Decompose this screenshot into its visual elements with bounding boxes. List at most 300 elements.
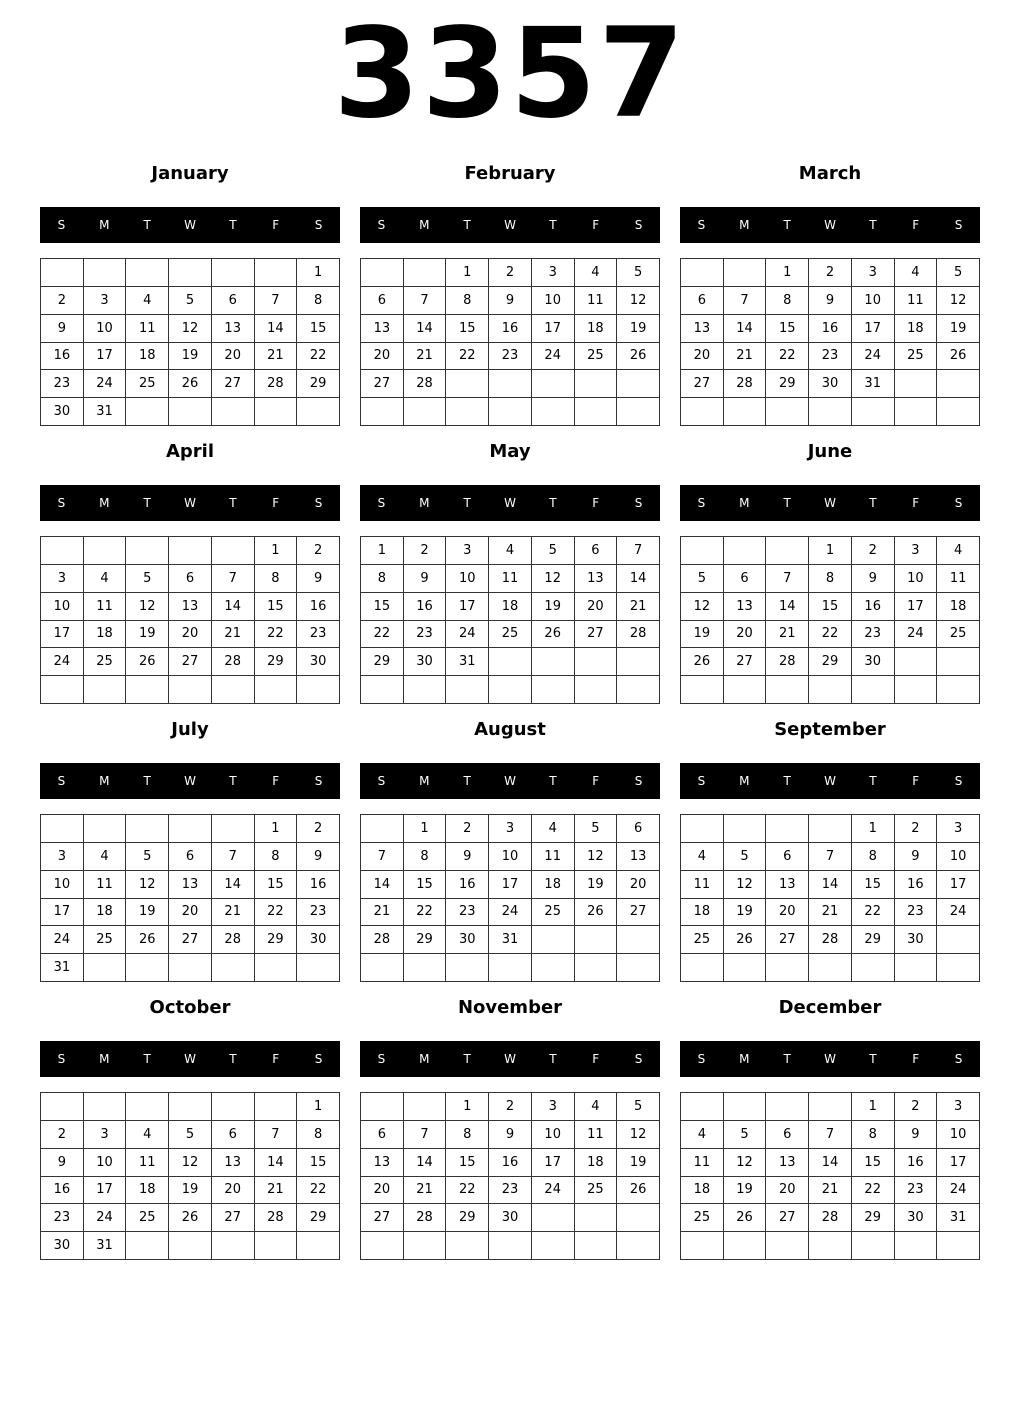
day-cell: 9 bbox=[489, 287, 532, 315]
day-cell: 30 bbox=[489, 1204, 532, 1232]
month-name: August bbox=[474, 719, 546, 740]
day-cell: 29 bbox=[404, 926, 447, 954]
empty-day-cell bbox=[575, 648, 618, 676]
day-cell: 10 bbox=[489, 843, 532, 871]
empty-day-cell bbox=[895, 648, 938, 676]
empty-day-cell bbox=[617, 954, 660, 982]
empty-day-cell bbox=[617, 1232, 660, 1260]
day-cell: 28 bbox=[212, 926, 255, 954]
day-cell: 12 bbox=[937, 287, 980, 315]
day-cell: 14 bbox=[766, 593, 809, 621]
empty-day-cell bbox=[766, 537, 809, 565]
empty-day-cell bbox=[169, 815, 212, 843]
day-cell: 25 bbox=[126, 370, 169, 398]
day-cell: 29 bbox=[852, 926, 895, 954]
day-cell: 28 bbox=[404, 370, 447, 398]
day-cell: 2 bbox=[446, 815, 489, 843]
empty-day-cell bbox=[809, 398, 852, 426]
month-march bbox=[680, 158, 980, 436]
day-cell: 21 bbox=[724, 343, 767, 371]
empty-day-cell bbox=[84, 259, 127, 287]
day-cell: 19 bbox=[126, 621, 169, 649]
day-grid bbox=[680, 258, 980, 426]
weekday-label: M bbox=[739, 1052, 750, 1066]
empty-day-cell bbox=[212, 398, 255, 426]
empty-day-cell bbox=[937, 926, 980, 954]
day-cell: 6 bbox=[766, 843, 809, 871]
day-cell: 20 bbox=[169, 899, 212, 927]
day-cell: 10 bbox=[84, 315, 127, 343]
day-cell: 18 bbox=[681, 1177, 724, 1205]
day-cell: 21 bbox=[212, 621, 255, 649]
month-name: July bbox=[171, 719, 209, 740]
day-cell: 7 bbox=[766, 565, 809, 593]
weekday-label: F bbox=[272, 1052, 280, 1066]
day-cell: 8 bbox=[446, 1121, 489, 1149]
day-cell: 25 bbox=[681, 1204, 724, 1232]
day-cell: 4 bbox=[532, 815, 575, 843]
day-cell: 25 bbox=[575, 1177, 618, 1205]
day-cell: 2 bbox=[489, 1093, 532, 1121]
day-cell: 9 bbox=[41, 315, 84, 343]
day-cell: 26 bbox=[126, 926, 169, 954]
day-cell: 20 bbox=[361, 1177, 404, 1205]
empty-day-cell bbox=[724, 1093, 767, 1121]
day-cell: 28 bbox=[617, 621, 660, 649]
weekday-label: F bbox=[592, 1052, 600, 1066]
day-cell: 3 bbox=[41, 565, 84, 593]
day-cell: 15 bbox=[809, 593, 852, 621]
day-cell: 16 bbox=[489, 1149, 532, 1177]
empty-day-cell bbox=[937, 954, 980, 982]
weekday-label: S bbox=[954, 1052, 963, 1066]
day-cell: 27 bbox=[361, 1204, 404, 1232]
day-cell: 24 bbox=[895, 621, 938, 649]
empty-day-cell bbox=[575, 1204, 618, 1232]
day-cell: 9 bbox=[446, 843, 489, 871]
day-grid bbox=[40, 1092, 340, 1260]
day-cell: 12 bbox=[724, 871, 767, 899]
empty-day-cell bbox=[361, 676, 404, 704]
day-cell: 26 bbox=[681, 648, 724, 676]
day-cell: 26 bbox=[169, 370, 212, 398]
day-cell: 14 bbox=[212, 593, 255, 621]
day-cell: 3 bbox=[937, 1093, 980, 1121]
day-cell: 5 bbox=[126, 565, 169, 593]
weekday-label: T bbox=[229, 496, 237, 510]
day-cell: 19 bbox=[617, 1149, 660, 1177]
day-cell: 10 bbox=[852, 287, 895, 315]
weekday-label: T bbox=[463, 1052, 471, 1066]
day-cell: 14 bbox=[361, 871, 404, 899]
empty-day-cell bbox=[937, 676, 980, 704]
empty-day-cell bbox=[446, 954, 489, 982]
empty-day-cell bbox=[404, 259, 447, 287]
weekday-label: M bbox=[99, 774, 110, 788]
month-name: April bbox=[165, 441, 215, 462]
empty-day-cell bbox=[895, 370, 938, 398]
day-cell: 15 bbox=[255, 593, 298, 621]
empty-day-cell bbox=[724, 676, 767, 704]
empty-day-cell bbox=[617, 370, 660, 398]
day-cell: 16 bbox=[895, 871, 938, 899]
day-cell: 16 bbox=[809, 315, 852, 343]
day-cell: 5 bbox=[169, 287, 212, 315]
weekday-header bbox=[40, 1041, 340, 1077]
weekday-header bbox=[680, 763, 980, 799]
day-cell: 30 bbox=[297, 648, 340, 676]
day-cell: 2 bbox=[404, 537, 447, 565]
day-cell: 24 bbox=[937, 1177, 980, 1205]
empty-day-cell bbox=[126, 398, 169, 426]
weekday-label: F bbox=[272, 774, 280, 788]
empty-day-cell bbox=[724, 954, 767, 982]
day-cell: 27 bbox=[212, 370, 255, 398]
day-cell: 4 bbox=[937, 537, 980, 565]
day-cell: 20 bbox=[681, 343, 724, 371]
empty-day-cell bbox=[489, 398, 532, 426]
day-cell: 29 bbox=[297, 370, 340, 398]
day-cell: 17 bbox=[852, 315, 895, 343]
weekday-header bbox=[40, 485, 340, 521]
day-cell: 11 bbox=[895, 287, 938, 315]
empty-day-cell bbox=[361, 259, 404, 287]
empty-day-cell bbox=[297, 676, 340, 704]
empty-day-cell bbox=[212, 537, 255, 565]
empty-day-cell bbox=[404, 676, 447, 704]
day-cell: 17 bbox=[41, 621, 84, 649]
day-cell: 18 bbox=[489, 593, 532, 621]
day-cell: 1 bbox=[446, 259, 489, 287]
day-cell: 22 bbox=[404, 899, 447, 927]
day-cell: 30 bbox=[895, 1204, 938, 1232]
day-cell: 8 bbox=[852, 1121, 895, 1149]
day-cell: 11 bbox=[575, 1121, 618, 1149]
empty-day-cell bbox=[809, 1093, 852, 1121]
day-cell: 17 bbox=[84, 1177, 127, 1205]
day-cell: 8 bbox=[852, 843, 895, 871]
day-cell: 22 bbox=[361, 621, 404, 649]
day-cell: 25 bbox=[895, 343, 938, 371]
day-cell: 23 bbox=[446, 899, 489, 927]
day-cell: 27 bbox=[724, 648, 767, 676]
weekday-label: S bbox=[314, 774, 323, 788]
day-cell: 29 bbox=[446, 1204, 489, 1232]
empty-day-cell bbox=[937, 398, 980, 426]
day-cell: 22 bbox=[297, 343, 340, 371]
day-cell: 31 bbox=[446, 648, 489, 676]
day-cell: 8 bbox=[297, 1121, 340, 1149]
weekday-label: S bbox=[57, 218, 66, 232]
empty-day-cell bbox=[169, 954, 212, 982]
day-cell: 7 bbox=[724, 287, 767, 315]
day-cell: 4 bbox=[84, 843, 127, 871]
day-cell: 26 bbox=[937, 343, 980, 371]
empty-day-cell bbox=[169, 676, 212, 704]
day-cell: 25 bbox=[126, 1204, 169, 1232]
weekday-label: W bbox=[184, 496, 196, 510]
day-grid bbox=[40, 258, 340, 426]
empty-day-cell bbox=[41, 676, 84, 704]
day-cell: 30 bbox=[297, 926, 340, 954]
weekday-label: T bbox=[229, 774, 237, 788]
day-cell: 30 bbox=[41, 398, 84, 426]
month-october bbox=[40, 992, 340, 1270]
day-cell: 1 bbox=[361, 537, 404, 565]
day-cell: 6 bbox=[169, 565, 212, 593]
day-cell: 27 bbox=[575, 621, 618, 649]
day-cell: 17 bbox=[84, 343, 127, 371]
day-cell: 19 bbox=[575, 871, 618, 899]
weekday-label: S bbox=[314, 1052, 323, 1066]
day-cell: 18 bbox=[126, 343, 169, 371]
weekday-label: F bbox=[912, 218, 920, 232]
day-cell: 24 bbox=[41, 648, 84, 676]
day-cell: 31 bbox=[84, 398, 127, 426]
day-cell: 19 bbox=[724, 1177, 767, 1205]
weekday-label: W bbox=[184, 218, 196, 232]
day-cell: 27 bbox=[169, 926, 212, 954]
month-august bbox=[360, 714, 660, 992]
day-cell: 13 bbox=[575, 565, 618, 593]
month-december bbox=[680, 992, 980, 1270]
day-cell: 28 bbox=[766, 648, 809, 676]
empty-day-cell bbox=[681, 259, 724, 287]
day-cell: 13 bbox=[361, 1149, 404, 1177]
weekday-label: W bbox=[824, 774, 836, 788]
day-cell: 21 bbox=[255, 1177, 298, 1205]
day-cell: 24 bbox=[937, 899, 980, 927]
day-cell: 18 bbox=[126, 1177, 169, 1205]
day-cell: 6 bbox=[724, 565, 767, 593]
weekday-label: T bbox=[143, 774, 151, 788]
day-cell: 7 bbox=[255, 1121, 298, 1149]
day-cell: 15 bbox=[255, 871, 298, 899]
empty-day-cell bbox=[681, 954, 724, 982]
day-cell: 17 bbox=[937, 871, 980, 899]
weekday-label: T bbox=[143, 496, 151, 510]
day-cell: 26 bbox=[617, 1177, 660, 1205]
day-cell: 14 bbox=[724, 315, 767, 343]
day-cell: 6 bbox=[361, 287, 404, 315]
day-cell: 22 bbox=[297, 1177, 340, 1205]
day-cell: 16 bbox=[41, 1177, 84, 1205]
day-cell: 26 bbox=[532, 621, 575, 649]
empty-day-cell bbox=[489, 648, 532, 676]
day-cell: 14 bbox=[255, 1149, 298, 1177]
empty-day-cell bbox=[169, 259, 212, 287]
day-grid bbox=[360, 814, 660, 982]
day-cell: 7 bbox=[404, 1121, 447, 1149]
day-cell: 24 bbox=[532, 343, 575, 371]
weekday-label: S bbox=[57, 774, 66, 788]
day-cell: 27 bbox=[169, 648, 212, 676]
day-cell: 7 bbox=[255, 287, 298, 315]
day-cell: 20 bbox=[617, 871, 660, 899]
empty-day-cell bbox=[617, 398, 660, 426]
empty-day-cell bbox=[617, 1204, 660, 1232]
weekday-label: T bbox=[549, 218, 557, 232]
day-cell: 15 bbox=[297, 1149, 340, 1177]
empty-day-cell bbox=[489, 954, 532, 982]
weekday-label: M bbox=[99, 496, 110, 510]
day-cell: 15 bbox=[404, 871, 447, 899]
day-cell: 21 bbox=[404, 343, 447, 371]
day-cell: 15 bbox=[361, 593, 404, 621]
empty-day-cell bbox=[681, 398, 724, 426]
weekday-label: M bbox=[419, 218, 430, 232]
empty-day-cell bbox=[169, 537, 212, 565]
empty-day-cell bbox=[575, 926, 618, 954]
month-july bbox=[40, 714, 340, 992]
empty-day-cell bbox=[724, 1232, 767, 1260]
empty-day-cell bbox=[361, 398, 404, 426]
empty-day-cell bbox=[895, 398, 938, 426]
day-cell: 23 bbox=[895, 1177, 938, 1205]
day-cell: 23 bbox=[489, 1177, 532, 1205]
weekday-label: T bbox=[463, 496, 471, 510]
day-cell: 8 bbox=[404, 843, 447, 871]
day-cell: 15 bbox=[297, 315, 340, 343]
month-name: September bbox=[774, 719, 886, 740]
day-cell: 8 bbox=[766, 287, 809, 315]
weekday-label: T bbox=[229, 1052, 237, 1066]
day-cell: 19 bbox=[532, 593, 575, 621]
empty-day-cell bbox=[212, 954, 255, 982]
day-cell: 5 bbox=[937, 259, 980, 287]
day-cell: 18 bbox=[937, 593, 980, 621]
day-cell: 9 bbox=[297, 565, 340, 593]
day-cell: 7 bbox=[404, 287, 447, 315]
empty-day-cell bbox=[532, 648, 575, 676]
day-cell: 27 bbox=[617, 899, 660, 927]
day-cell: 7 bbox=[617, 537, 660, 565]
empty-day-cell bbox=[681, 537, 724, 565]
empty-day-cell bbox=[126, 815, 169, 843]
day-cell: 30 bbox=[446, 926, 489, 954]
day-cell: 13 bbox=[681, 315, 724, 343]
day-cell: 11 bbox=[575, 287, 618, 315]
day-grid bbox=[680, 536, 980, 704]
empty-day-cell bbox=[575, 398, 618, 426]
day-cell: 16 bbox=[41, 343, 84, 371]
day-cell: 10 bbox=[84, 1149, 127, 1177]
day-cell: 24 bbox=[446, 621, 489, 649]
day-cell: 12 bbox=[126, 593, 169, 621]
day-cell: 12 bbox=[617, 287, 660, 315]
day-cell: 20 bbox=[724, 621, 767, 649]
day-cell: 29 bbox=[809, 648, 852, 676]
day-cell: 12 bbox=[724, 1149, 767, 1177]
empty-day-cell bbox=[489, 370, 532, 398]
day-cell: 11 bbox=[126, 315, 169, 343]
day-cell: 9 bbox=[852, 565, 895, 593]
day-cell: 14 bbox=[212, 871, 255, 899]
day-cell: 31 bbox=[852, 370, 895, 398]
day-cell: 17 bbox=[532, 1149, 575, 1177]
day-cell: 10 bbox=[532, 1121, 575, 1149]
day-cell: 31 bbox=[489, 926, 532, 954]
empty-day-cell bbox=[681, 1093, 724, 1121]
weekday-label: M bbox=[739, 218, 750, 232]
day-cell: 21 bbox=[361, 899, 404, 927]
weekday-header bbox=[360, 763, 660, 799]
day-cell: 4 bbox=[489, 537, 532, 565]
day-cell: 14 bbox=[404, 315, 447, 343]
day-cell: 12 bbox=[169, 315, 212, 343]
day-cell: 16 bbox=[895, 1149, 938, 1177]
day-cell: 13 bbox=[617, 843, 660, 871]
weekday-label: S bbox=[697, 218, 706, 232]
day-cell: 22 bbox=[852, 1177, 895, 1205]
day-cell: 23 bbox=[489, 343, 532, 371]
day-cell: 9 bbox=[489, 1121, 532, 1149]
day-cell: 22 bbox=[446, 1177, 489, 1205]
day-cell: 27 bbox=[766, 1204, 809, 1232]
day-cell: 20 bbox=[361, 343, 404, 371]
weekday-label: S bbox=[377, 774, 386, 788]
empty-day-cell bbox=[41, 1093, 84, 1121]
weekday-label: F bbox=[912, 496, 920, 510]
month-april bbox=[40, 436, 340, 714]
weekday-label: M bbox=[739, 496, 750, 510]
day-cell: 13 bbox=[169, 593, 212, 621]
day-cell: 23 bbox=[297, 621, 340, 649]
month-name: October bbox=[149, 997, 231, 1018]
day-cell: 4 bbox=[575, 1093, 618, 1121]
day-cell: 16 bbox=[489, 315, 532, 343]
weekday-label: W bbox=[824, 1052, 836, 1066]
day-cell: 20 bbox=[169, 621, 212, 649]
empty-day-cell bbox=[41, 537, 84, 565]
day-cell: 10 bbox=[937, 843, 980, 871]
month-name: June bbox=[807, 441, 853, 462]
day-cell: 1 bbox=[766, 259, 809, 287]
day-cell: 26 bbox=[724, 1204, 767, 1232]
day-cell: 19 bbox=[169, 1177, 212, 1205]
day-cell: 23 bbox=[852, 621, 895, 649]
day-cell: 29 bbox=[852, 1204, 895, 1232]
day-cell: 1 bbox=[446, 1093, 489, 1121]
weekday-label: F bbox=[272, 218, 280, 232]
day-cell: 15 bbox=[446, 315, 489, 343]
empty-day-cell bbox=[212, 1093, 255, 1121]
day-cell: 16 bbox=[404, 593, 447, 621]
day-cell: 29 bbox=[255, 648, 298, 676]
weekday-label: S bbox=[634, 774, 643, 788]
empty-day-cell bbox=[532, 954, 575, 982]
empty-day-cell bbox=[532, 398, 575, 426]
day-cell: 10 bbox=[446, 565, 489, 593]
day-cell: 27 bbox=[212, 1204, 255, 1232]
empty-day-cell bbox=[84, 1093, 127, 1121]
day-cell: 25 bbox=[489, 621, 532, 649]
day-cell: 16 bbox=[297, 871, 340, 899]
weekday-label: M bbox=[419, 774, 430, 788]
day-cell: 4 bbox=[84, 565, 127, 593]
day-cell: 6 bbox=[766, 1121, 809, 1149]
empty-day-cell bbox=[895, 676, 938, 704]
empty-day-cell bbox=[766, 1093, 809, 1121]
day-cell: 1 bbox=[852, 1093, 895, 1121]
weekday-label: S bbox=[314, 496, 323, 510]
empty-day-cell bbox=[361, 1232, 404, 1260]
day-cell: 28 bbox=[404, 1204, 447, 1232]
day-cell: 18 bbox=[575, 315, 618, 343]
month-november bbox=[360, 992, 660, 1270]
empty-day-cell bbox=[297, 1232, 340, 1260]
empty-day-cell bbox=[126, 954, 169, 982]
